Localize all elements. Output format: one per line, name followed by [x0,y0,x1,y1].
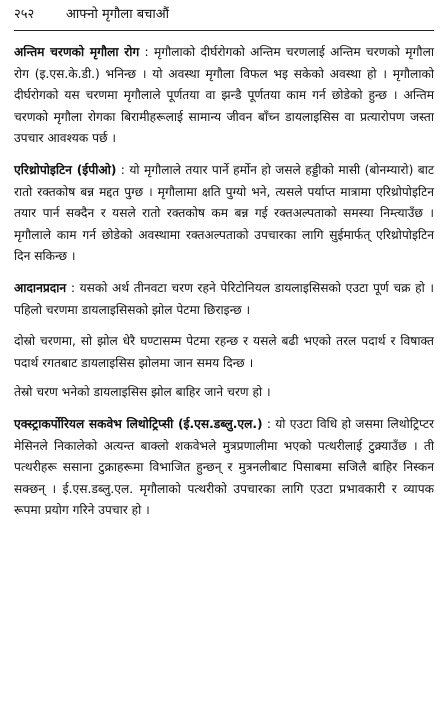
glossary-definition: : यो मृगौलाले तयार पार्ने हर्मोन हो जसले हड्डीको मासी (बोनम्यारो) बाट रातो रक्तकोष बन्न मद्दत पुग्छ । मृगौलामा क्षति पुग्यो भने, त्यसले पर्याप्त मात्रामा एरिथ्रोपोइटिन तयार पार्न सक्दैन र यसले रातो रक्तकोष कम बन्न गई रक्तअल्पताको समस्या निम्त्याउँछ । मृगौलाले काम गर्न छोडेको अवस्थामा रक्तअल्पताको उपचारका लागि सुईमार्फत् एरिथ्रोपोइटिन दिन सकिन्छ । [14,162,434,264]
glossary-entry-epo [14,160,434,268]
glossary-term: एक्स्ट्राकर्पोरियल सकवेभ लिथोट्रिप्सी (ई.एस.डब्लु.एल.) [14,416,263,431]
paragraph-text: दोस्रो चरणमा, सो झोल धेरै घण्टासम्म पेटमा रहन्छ र यसले बढी भएको तरल पदार्थ र विषाक्त पदार्थ रगतबाट डायलाइसिस झोलमा जान समय दिन्छ । [14,334,434,370]
page-number: २५२ [14,7,35,22]
glossary-definition: : मृगौलाको दीर्घरोगको अन्तिम चरणलाई अन्तिम चरणको मृगौला रोग (इ.एस.के.डी.) भनिन्छ । यो अवस्था मृगौला विफल भइ सकेको अवस्था हो । मृगौलाको दीर्घरोगको यस चरणमा मृगौलाले पूर्णतया वा झन्डै पूर्णतया काम गर्न छोडेको हुन्छ । अन्तिम चरणको मृगौला रोगका बिरामीहरूलाई सामान्य जीवन बाँच्न डायलाइसिस वा प्रत्यारोपण जस्ता उपचार आवश्यक पर्छ । [14,45,434,146]
paragraph-text: तेस्रो चरण भनेको डायलाइसिस झोल बाहिर जाने चरण हो । [14,385,271,400]
glossary-entry-exchange [14,278,434,321]
glossary-term: आदानप्रदान [14,280,67,295]
header-rule [14,30,434,31]
running-header [14,6,434,24]
glossary-term: अन्तिम चरणको मृगौला रोग [14,45,140,59]
book-title: आफ्नो मृगौला बचाऔं [66,7,170,22]
glossary-definition: : यो एउटा विधि हो जसमा लिथोट्रिप्टर मेसिनले निकालेको अत्यन्त बाक्लो शकवेभले मुत्रप्रणालीमा भएको पत्थरीलाई टुक्र्याउँछ । ती पत्थरीहरू ससाना टुक्राहरूमा विभाजित हुन्छन् र मुत्रनलीबाट पिसाबमा सजिलै बाहिर निस्कन सक्छन् । ई.एस.डब्लु.एल. मृगौलाको पत्थरीको उपचारका लागि एउटा प्रभावकारी र व्यापक रूपमा प्रयोग गरिने उपचार हो । [14,416,434,518]
glossary-entry-esrd [14,42,434,150]
glossary-term: एरिथ्रोपोइटिन (ईपीओ) [14,162,117,177]
glossary-entry-eswl [14,414,434,522]
glossary-definition: : यसको अर्थ तीनवटा चरण रहने पेरिटोनियल डायलाइसिसको एउटा पूर्ण चक्र हो । पहिलो चरणमा डायलाइसिसको झोल पेटमा छिराइन्छ । [14,280,434,317]
exchange-third-step [14,382,434,404]
glossary-body [14,42,434,532]
exchange-second-step [14,331,434,374]
